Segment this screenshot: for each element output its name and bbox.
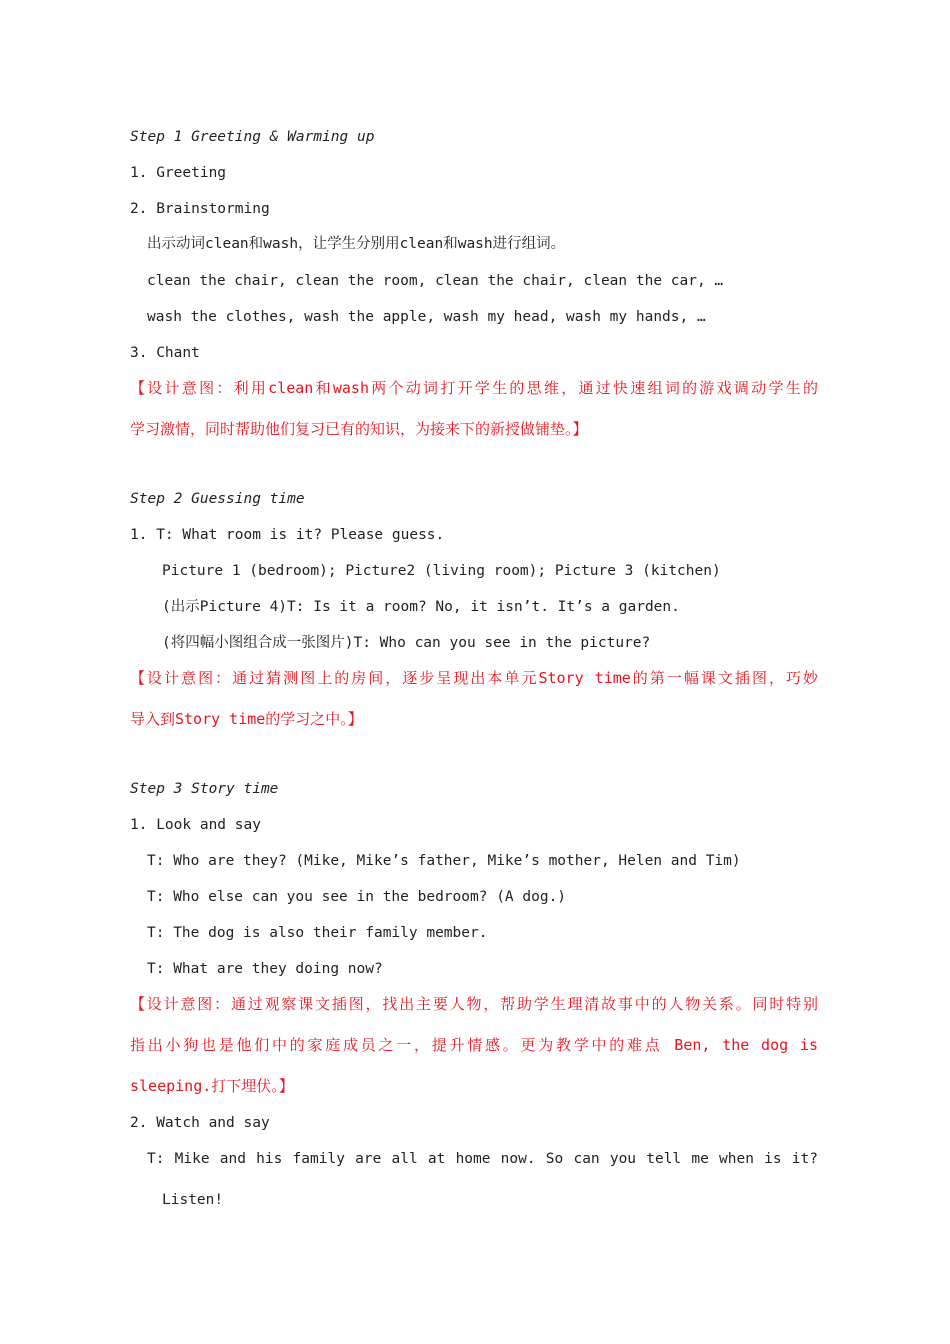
step2-picture4: (出示Picture 4)T: Is it a room? No, it isn’t. It’s a garden. — [162, 599, 680, 615]
step3-design-intent-line2: 指出小狗也是他们中的家庭成员之一，提升情感。更为教学中的难点 Ben, the dog is — [130, 1036, 818, 1054]
step1-clean-phrases: clean the chair, clean the room, clean the chair, clean the car, … — [147, 273, 724, 289]
step1-design-intent-line2: 学习激情，同时帮助他们复习已有的知识，为接来下的新授做铺垫。】 — [130, 420, 588, 438]
step2-design-intent-line1: 【设计意图：通过猜测图上的房间，逐步呈现出本单元Story time的第一幅课文插图，巧妙 — [130, 669, 818, 687]
step2-title: Step 2 Guessing time — [130, 491, 305, 507]
step3-question1: T: Who are they? (Mike, Mike’s father, Mike’s mother, Helen and Tim) — [147, 853, 741, 869]
step2-item-question: 1. T: What room is it? Please guess. — [130, 527, 445, 543]
step1-item-greeting: 1. Greeting — [130, 165, 227, 181]
step1-wash-phrases: wash the clothes, wash the apple, wash my head, wash my hands, … — [147, 309, 706, 325]
step1-instruction: 出示动词clean和wash，让学生分别用clean和wash进行组词。 — [147, 236, 566, 252]
step3-question4: T: What are they doing now? — [147, 961, 383, 977]
step3-watch-line1: T: Mike and his family are all at home now. So can you tell me when is it? — [147, 1151, 818, 1167]
step3-question2: T: Who else can you see in the bedroom? (A dog.) — [147, 889, 567, 905]
step2-pictures: Picture 1 (bedroom); Picture2 (living room); Picture 3 (kitchen) — [162, 563, 721, 579]
step1-design-intent-line1: 【设计意图：利用clean和wash两个动词打开学生的思维，通过快速组词的游戏调动学生的 — [130, 379, 818, 397]
step3-design-intent-line1: 【设计意图：通过观察课文插图，找出主要人物，帮助学生理清故事中的人物关系。同时特别 — [130, 995, 818, 1013]
step3-question3: T: The dog is also their family member. — [147, 925, 488, 941]
step1-item-chant: 3. Chant — [130, 345, 200, 361]
step3-item-watch-and-say: 2. Watch and say — [130, 1115, 270, 1131]
step2-combine: (将四幅小图组合成一张图片)T: Who can you see in the picture? — [162, 635, 651, 651]
step3-item-look-and-say: 1. Look and say — [130, 817, 261, 833]
step2-design-intent-line2: 导入到Story time的学习之中。】 — [130, 710, 363, 728]
step3-watch-line2: Listen! — [162, 1192, 224, 1208]
step3-design-intent-line3: sleeping.打下埋伏。】 — [130, 1077, 294, 1095]
step1-title: Step 1 Greeting & Warming up — [130, 129, 375, 145]
step1-item-brainstorming: 2. Brainstorming — [130, 201, 270, 217]
step3-title: Step 3 Story time — [130, 781, 279, 797]
